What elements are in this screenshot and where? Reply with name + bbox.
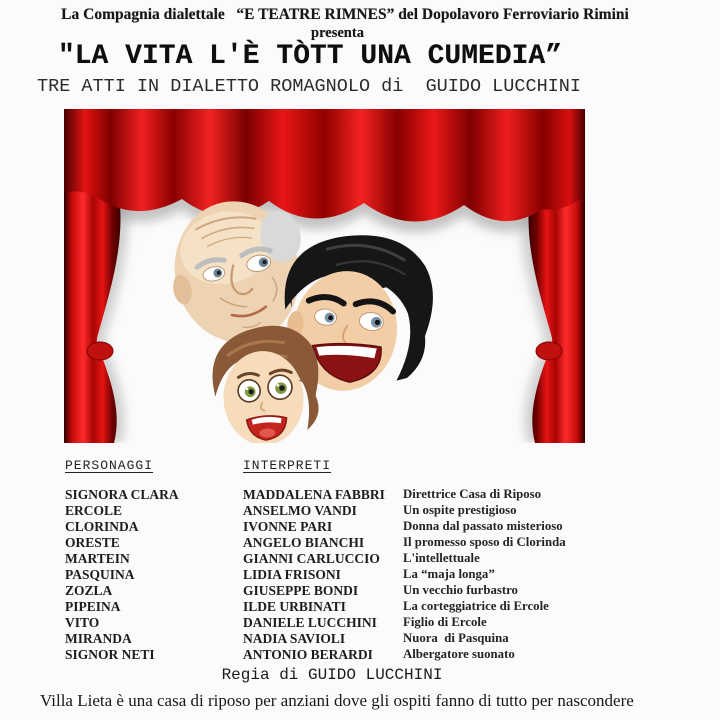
role-description: La “maja longa” <box>403 567 495 581</box>
cast-row <box>65 599 680 615</box>
actor-name: GIUSEPPE BONDI <box>243 583 359 598</box>
direction-credit: Regia di GUIDO LUCCHINI <box>221 666 443 684</box>
role-description: Un vecchio furbastro <box>403 583 518 597</box>
role-description: Il promesso sposo di Clorinda <box>403 535 566 549</box>
role-description: Donna dal passato misterioso <box>403 519 563 533</box>
character-name: VITO <box>65 615 100 630</box>
actor-name: MADDALENA FABBRI <box>243 487 385 502</box>
actor-name: ANTONIO BERARDI <box>243 647 373 662</box>
role-description: Direttrice Casa di Riposo <box>403 487 542 501</box>
cast-row <box>65 615 680 631</box>
left-tieback-knot <box>87 342 113 360</box>
valance <box>64 109 585 222</box>
role-description: L'intellettuale <box>403 551 480 565</box>
column-header-personaggi: PERSONAGGI <box>65 458 154 473</box>
actor-name: ANSELMO VANDI <box>243 503 357 518</box>
actor-name: LIDIA FRISONI <box>243 567 341 582</box>
actor-name: ILDE URBINATI <box>243 599 346 614</box>
presents-line: presenta <box>311 25 364 41</box>
character-name: CLORINDA <box>65 519 139 534</box>
character-name: ORESTE <box>65 535 120 550</box>
role-description: Nuora di Pasquina <box>403 631 509 645</box>
cast-row <box>65 503 680 519</box>
actor-name: NADIA SAVIOLI <box>243 631 346 646</box>
actor-name: DANIELE LUCCHINI <box>243 615 377 630</box>
cast-row <box>65 631 680 647</box>
poster-illustration <box>64 109 585 443</box>
role-description: Figlio di Ercole <box>403 615 487 629</box>
right-tieback-knot <box>536 342 562 360</box>
actor-name: ANGELO BIANCHI <box>243 535 365 550</box>
cast-row <box>65 647 680 663</box>
cast-row <box>65 551 680 567</box>
character-name: ZOZLA <box>65 583 113 598</box>
character-name: MARTEIN <box>65 551 130 566</box>
role-description: La corteggiatrice di Ercole <box>403 599 549 613</box>
synopsis-first-line: Villa Lieta è una casa di riposo per anziani dove gli ospiti fanno di tutto per nascondere <box>40 691 634 710</box>
role-description: Albergatore suonato <box>403 647 515 661</box>
character-name: ERCOLE <box>65 503 123 518</box>
role-description: Un ospite prestigioso <box>403 503 517 517</box>
cast-list <box>65 487 680 663</box>
play-title: "LA VITA L'È TÒTT UNA CUMEDIA” <box>57 41 563 72</box>
cast-row <box>65 519 680 535</box>
actor-name: IVONNE PARI <box>243 519 333 534</box>
play-subtitle: TRE ATTI IN DIALETTO ROMAGNOLO di GUIDO LUCCHINI <box>37 76 581 97</box>
curtain-and-faces-graphic <box>64 109 585 443</box>
cast-row <box>65 487 680 503</box>
character-name: PIPEINA <box>65 599 121 614</box>
character-name: PASQUINA <box>65 567 135 582</box>
boy-face <box>210 323 322 443</box>
character-name: SIGNORA CLARA <box>65 487 179 502</box>
cast-row <box>65 567 680 583</box>
actor-name: GIANNI CARLUCCIO <box>243 551 380 566</box>
character-name: SIGNOR NETI <box>65 647 155 662</box>
company-line: La Compagnia dialettale “E TEATRE RIMNES” del Dopolavoro Ferroviario Rimini <box>61 6 629 23</box>
column-header-interpreti: INTERPRETI <box>243 458 332 473</box>
character-name: MIRANDA <box>65 631 132 646</box>
cast-row <box>65 535 680 551</box>
cast-row <box>65 583 680 599</box>
